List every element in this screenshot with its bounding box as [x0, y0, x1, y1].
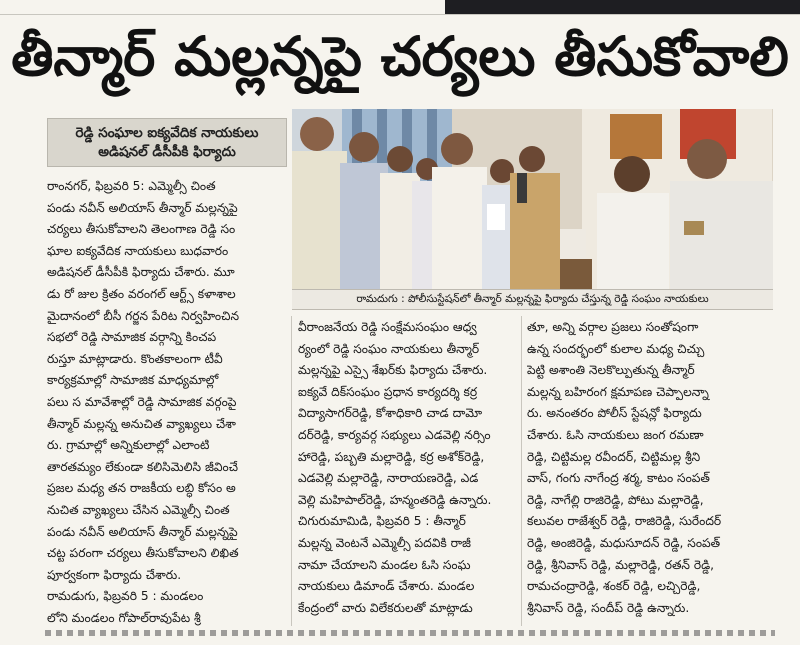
subheadline-line-1: రెడ్డి సంఘాల ఐక్యవేదిక నాయకులు [75, 124, 259, 141]
news-photo [292, 109, 773, 289]
text-line: మల్లన్నపై ఎస్సై శేఖర్‌కు ఫిర్యాదు చేశారు. [298, 363, 488, 378]
text-line: వాస్, గంగు నాగేంద్ర శర్మ, కాటం సంపత్ [527, 471, 710, 486]
text-line: నామా చేయాలని మండల ఓసి సంఘ [298, 557, 471, 572]
text-line: సభలో రెడ్డి సామాజిక వర్గాన్ని కించప [47, 330, 217, 345]
text-line: దర్‌రెడ్డి, కార్యవర్గ సభ్యులు ఎడవెల్లి నర్సిం [298, 427, 491, 442]
headline-text: తీన్మార్ మల్లన్నపై చర్యలు తీసుకోవాలి [11, 24, 789, 88]
text-line: చిగురుమామిడి, ఫిబ్రవరి 5 : తీన్మార్ [298, 514, 466, 529]
subheadline-line-2: అడిషనల్ డీసీపీకి ఫిర్యాదు [98, 143, 236, 160]
photo-caption: రామదుగు : పోలీసుస్టేషన్‌లో తీన్మార్ మల్లన్నపై ఫిర్యాదు చేస్తున్న రెడ్డి సంఘం నాయకులు [292, 289, 773, 310]
text-line: పండు నవీన్ అలియాస్ తీన్మార్ మల్లన్నపై [47, 524, 238, 539]
text-line: హారెడ్డి, పబ్బతి మల్లారెడ్డి, కర్ర అశోక్‌రెడ్డి, [298, 449, 485, 464]
subheadline-box [47, 118, 287, 167]
text-line: రామచంద్రారెడ్డి, శంకర్ రెడ్డి, లచ్చిరెడ్డి, [527, 579, 701, 594]
text-line: తారతమ్యం లేకుండా కలిసిమెలిసి జీవించే [47, 459, 238, 474]
text-line: ఘాల ఐక్యవేదిక నాయకులు బుధవారం [47, 243, 229, 258]
text-line: మైదానంలో బీసీ గర్జన పేరిట నిర్వహించిన [47, 308, 239, 323]
text-line: రు. అనంతరం పోలీస్ స్టేషన్లో ఫిర్యాదు [527, 406, 702, 421]
text-line: పండు నవీన్ అలియాస్ తీన్మార్ మల్లన్నపై [47, 200, 238, 215]
text-line: లోని మండలం గోపాల్‌రావుపేట శ్రీ [47, 610, 201, 625]
text-line: వెల్లి మహిపాల్‌రెడ్డి, హన్మంతరెడ్డి ఉన్నారు. [298, 492, 492, 507]
text-line: అడిషనల్ డీసీపీకి ఫిర్యాదు చేశారు. మూ [47, 265, 235, 280]
text-line: మల్లన్న వెంటనే ఎమ్మెల్సీ పదవికి రాజీ [298, 535, 471, 550]
text-line: ఐక్యవే దిక్‌సంఘం ప్రధాన కార్యదర్శి కర్ర [298, 384, 478, 399]
text-line: విద్యాసాగర్‌రెడ్డి, కోశాధికారి చాడ దామో [298, 406, 483, 421]
top-bar [0, 0, 800, 16]
text-line: నుచిత వ్యాఖ్యలు చేసిన ఎమ్మెల్సీ చింత [47, 502, 230, 517]
text-line: కార్యక్రమాల్లో సామాజిక మాధ్యమాల్లో [47, 373, 219, 388]
article-column-2 [298, 317, 516, 619]
text-line: రెడ్డి, చిట్టిమల్ల రవీందర్, చిట్టిమల్ల శ్రీని [527, 449, 701, 464]
text-line: ఎడవెల్లి మల్లారెడ్డి, నారాయణరెడ్డి, ఎడ [298, 471, 479, 486]
text-line: చర్యలు తీసుకోవాలని తెలంగాణ రెడ్డి సం [47, 222, 236, 237]
text-line: రెడ్డి, శ్రీనివాస్ రెడ్డి, మల్లారెడ్డి, రతన్ రెడ్డి, [527, 557, 714, 572]
text-line: తూ, అన్ని వర్గాల ప్రజలు సంతోషంగా [527, 320, 699, 334]
text-line: కేంద్రంలో వారు విలేకరులతో మాట్లాడు [298, 600, 473, 615]
article-column-3 [527, 317, 774, 619]
column-rule-1 [291, 316, 292, 626]
text-line: రెడ్డి, అంజిరెడ్డి, మధుసూదన్ రెడ్డి, సంపత్ [527, 535, 721, 550]
text-line: చేశారు. ఓసి నాయకులు జంగ రమణా [527, 427, 704, 442]
article-column-1 [47, 176, 287, 629]
text-line: వీరాంజనేయ రెడ్డి సంక్షేమసంఘం ఆధ్వ [298, 320, 477, 334]
text-line: డు రో జుల క్రితం వరంగల్ ఆర్ట్స్ కళాశాల [47, 286, 236, 301]
text-line: ఉన్న సందర్భంలో కులాల మధ్య చిచ్చు [527, 341, 705, 356]
text-line: మల్లన్న బహిరంగ క్షమాపణ చెప్పాలన్నా [527, 384, 709, 399]
top-rule [0, 14, 800, 15]
column-rule-2 [521, 316, 522, 626]
text-line: కలువల రాజేశ్వర్ రెడ్డి, రాజిరెడ్డి, సురేందర్ [527, 514, 722, 529]
text-line: పలు స మావేశాల్లో రెడ్డి సామాజిక వర్గంపై [47, 394, 237, 409]
text-line: ప్రజల మధ్య తన రాజకీయ లబ్ధి కోసం అ [47, 481, 236, 496]
text-line: రాంనగర్, ఫిబ్రవరి 5: ఎమ్మెల్సీ చింత [47, 179, 216, 193]
text-line: చట్ట పరంగా చర్యలు తీసుకోవాలని లిఖిత [47, 546, 239, 561]
text-line: రుస్తూ మాట్లాడారు. కొంతకాలంగా టీవీ [47, 351, 223, 366]
cut-off-next-article [45, 630, 775, 636]
headline [0, 24, 800, 102]
text-line: తీన్మార్ మల్లన్న అనుచిత వ్యాఖ్యలు చేశా [47, 416, 236, 431]
text-line: పూర్వకంగా ఫిర్యాదు చేశారు. [47, 567, 182, 582]
text-line: ర్యంలో రెడ్డి సంఘం నాయకులు తీన్మార్ [298, 341, 480, 356]
text-line: రెడ్డి, నాగేల్లి రాజిరెడ్డి, పోటు మల్లారెడ్డి, [527, 492, 704, 507]
text-line: పెట్టి అశాంతి నెలకొల్పుతున్న తీన్మార్ [527, 363, 695, 378]
text-line: రామడుగు, ఫిబ్రవరి 5 : మండలం [47, 589, 204, 604]
text-line: శ్రీనివాస్ రెడ్డి, సందీప్ రెడ్డి ఉన్నారు. [527, 600, 690, 615]
text-line: నాయకులు డిమాండ్ చేశారు. మండల [298, 579, 475, 594]
news-photo-illustration [292, 109, 773, 289]
text-line: రు. గ్రామాల్లో అన్నికులాల్లో ఎలాంటి [47, 438, 210, 453]
top-dark-band [445, 0, 800, 14]
